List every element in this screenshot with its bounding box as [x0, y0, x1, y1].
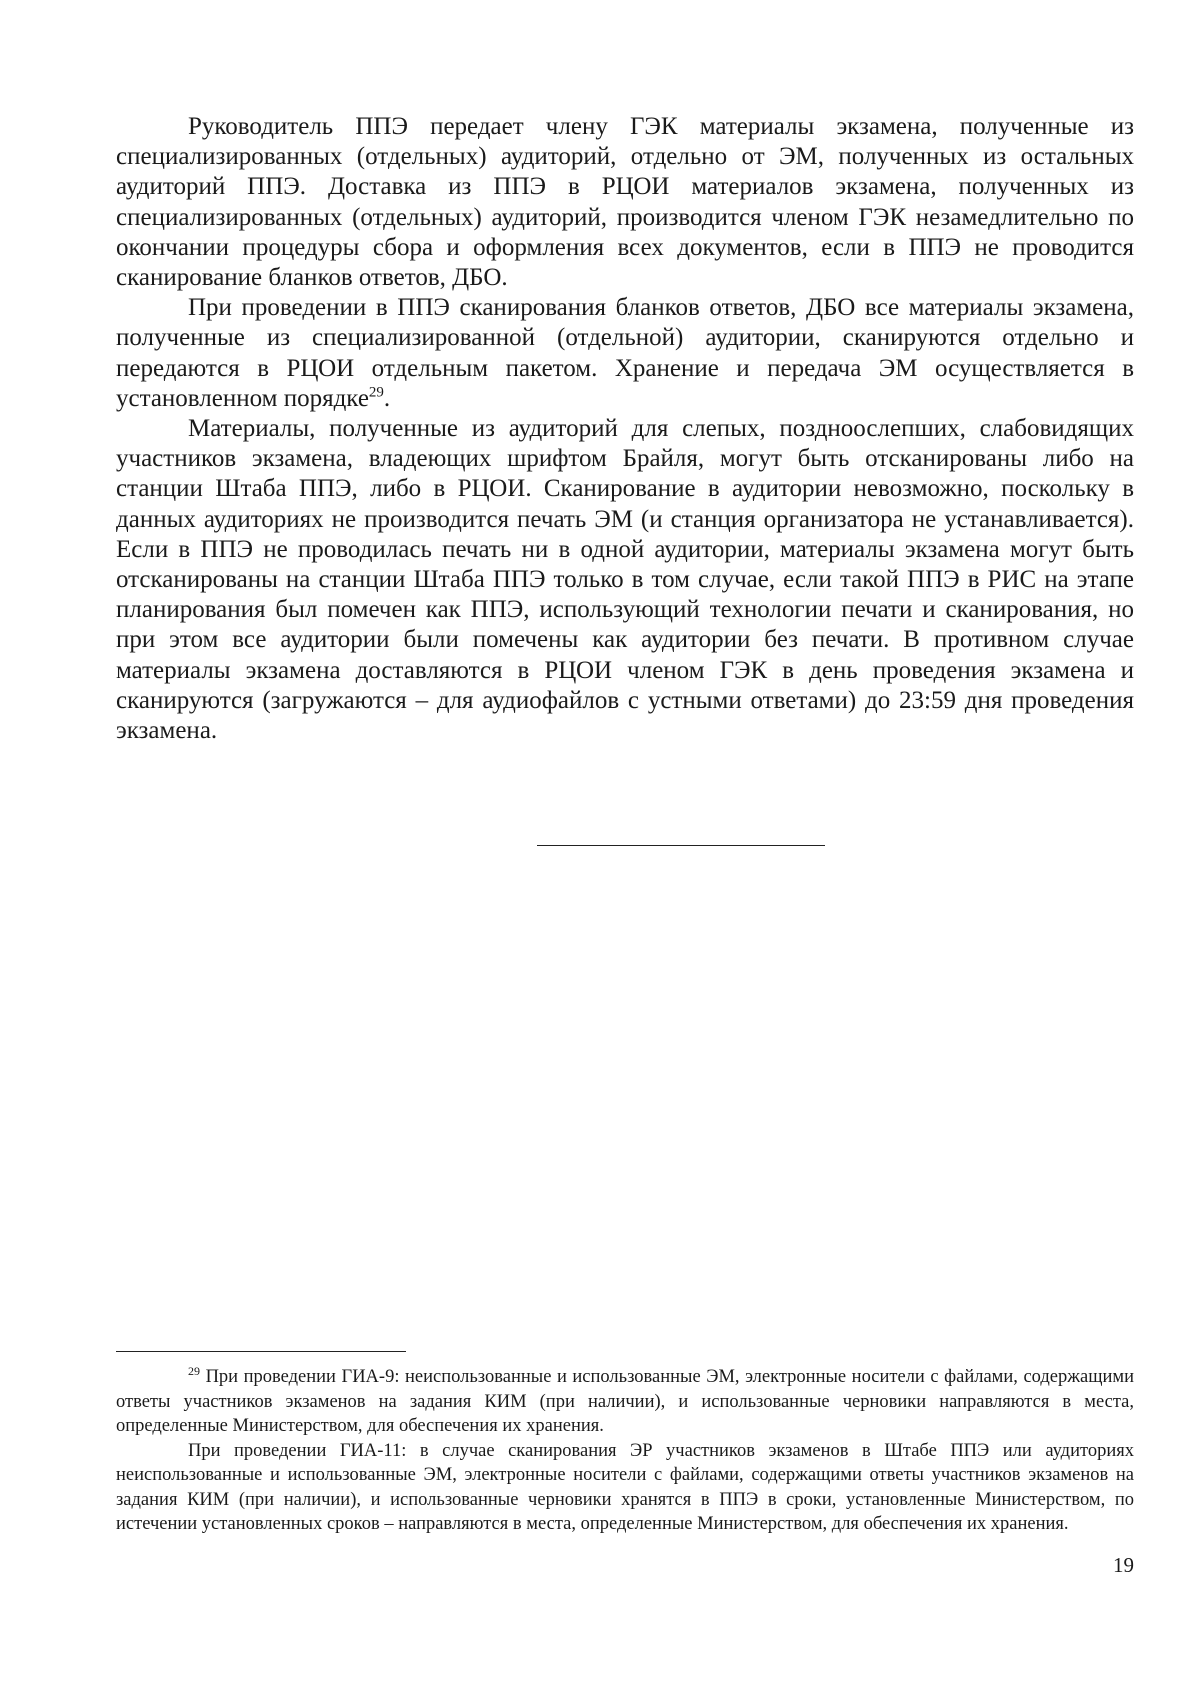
footnote [116, 1365, 1134, 1537]
footnote-text-1: При проведении ГИА-9: неиспользованные и использованные ЭМ, электронные носители с файлами, содержащими ответы участников экзаменов на задания КИМ (при наличии), и использованные черновики направляются в места, определенные Министерством, для обеспечения их хранения. [116, 1367, 1135, 1436]
footnote-paragraph-1 [116, 1365, 1134, 1439]
footnote-number: 29 [188, 1363, 200, 1378]
page-number: 19 [1113, 1553, 1134, 1577]
paragraph-2-tail: . [383, 384, 391, 412]
paragraph-2-text: При проведении в ППЭ сканирования бланков ответов, ДБО все материалы экзамена, полученные из специализированной (отдельной) аудитории, сканируются отдельно и передаются в РЦОИ отдельным пакетом. Хранение и передача ЭМ осуществляется в установленном порядке [116, 294, 1134, 412]
paragraph-3: Материалы, полученные из аудиторий для слепых, поздноослепших, слабовидящих участников экзамена, владеющих шрифтом Брайля, могут быть отсканированы либо на станции Штаба ППЭ, либо в РЦОИ. Сканирование в аудитории невозможно, поскольку в данных аудиториях не производится печать ЭМ (и станция организатора не устанавливается). Если в ППЭ не проводилась печать ни в одной аудитории, материалы экзамена могут быть отсканированы на станции Штаба ППЭ только в том случае, если такой ППЭ в РИС на этапе планирования был помечен как ППЭ, использующий технологии печати и сканирования, но при этом все аудитории были помечены как аудитории без печати. В противном случае материалы экзамена доставляются в РЦОИ членом ГЭК в день проведения экзамена и сканируются (загружаются – для аудиофайлов с устными ответами) до 23:59 дня проведения экзамена. [116, 415, 1134, 745]
paragraph-2 [116, 293, 1134, 414]
footnote-reference[interactable]: 29 [368, 384, 384, 401]
paragraph-1: Руководитель ППЭ передает члену ГЭК материалы экзамена, полученные из специализированных (отдельных) аудиторий, отдельно от ЭМ, полученных из остальных аудиторий ППЭ. Доставка из ППЭ в РЦОИ материалов экзамена, полученных из специализированных (отдельных) аудиторий, производится членом ГЭК незамедлительно по окончании процедуры сбора и оформления всех документов, если в ППЭ не проводится сканирование бланков ответов, ДБО. [116, 113, 1134, 292]
section-separator-line [537, 845, 825, 846]
footnote-rule [116, 1351, 406, 1352]
body-text [116, 112, 1134, 746]
footnote-paragraph-2: При проведении ГИА-11: в случае сканирования ЭР участников экзаменов в Штабе ППЭ или аудиториях неиспользованные и использованные ЭМ, электронные носители с файлами, содержащими ответы участников экзаменов на задания КИМ (при наличии), и использованные черновики хранятся в ППЭ в сроки, установленные Министерством, по истечении установленных сроков – направляются в места, определенные Министерством, для обеспечения их хранения. [116, 1440, 1134, 1534]
